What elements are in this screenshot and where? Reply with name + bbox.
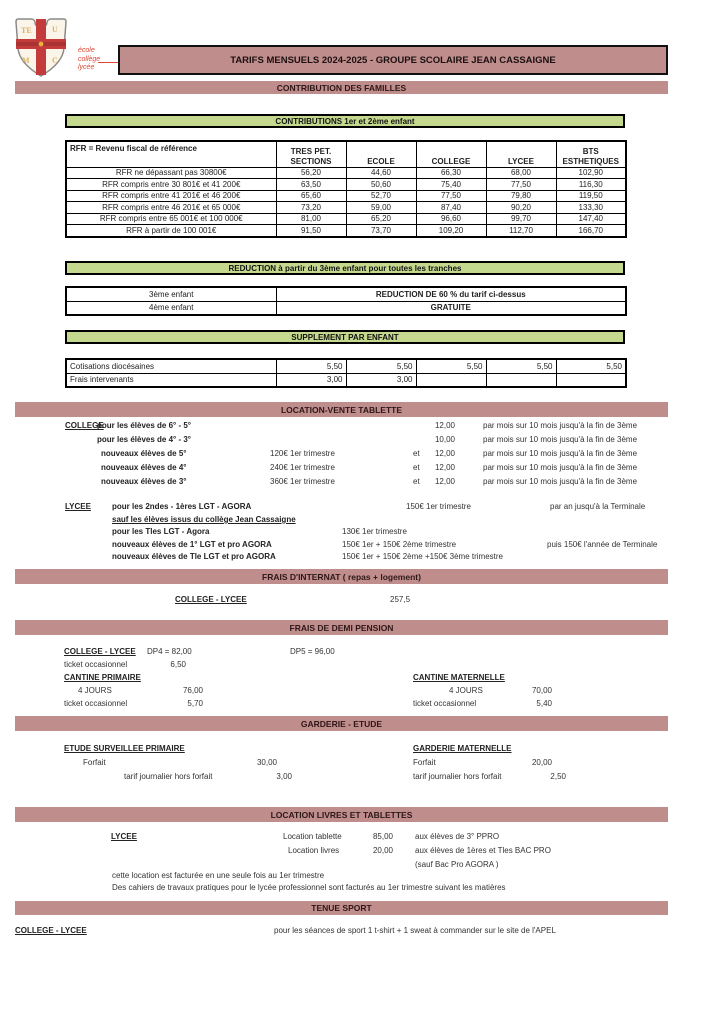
logo-word-ecole: école	[78, 47, 95, 54]
cell: 147,40	[556, 213, 626, 225]
cell: 3,00	[276, 373, 346, 387]
svg-text:M: M	[22, 56, 30, 65]
supplement-banner: SUPPLEMENT PAR ENFANT	[65, 330, 625, 344]
table-row	[66, 359, 626, 373]
tenue-note: pour les séances de sport 1 t-shirt + 1 sweat à commander sur le site de l'APEL	[274, 926, 556, 935]
cell: 5,50	[486, 359, 556, 373]
cell: 50,60	[346, 179, 416, 191]
internat-banner: FRAIS D'INTERNAT ( repas + logement)	[15, 569, 668, 584]
row-value: GRATUITE	[276, 301, 626, 315]
tablette-row-monthly: 12,00	[434, 463, 455, 472]
row-label: RFR compris entre 30 801€ et 41 200€	[66, 179, 276, 191]
logo-word-college: collège	[78, 55, 101, 63]
cantine-maternelle-title: CANTINE MATERNELLE	[413, 673, 505, 682]
college-section-label: COLLEGE	[65, 421, 104, 430]
logo-underline-rule	[98, 62, 120, 63]
cell: 102,90	[556, 167, 626, 179]
table-row	[66, 202, 626, 214]
tablette-banner: LOCATION-VENTE TABLETTE	[15, 402, 668, 417]
cell: 79,80	[486, 190, 556, 202]
garderie-maternelle-title: GARDERIE MATERNELLE	[413, 744, 512, 753]
cell: 99,70	[486, 213, 556, 225]
tablette-row-monthly: 10,00	[434, 435, 455, 444]
cell: 65,20	[346, 213, 416, 225]
cell: 63,50	[276, 179, 346, 191]
tablette-row-desc: nouveaux élèves de 5°	[101, 449, 187, 458]
tablette-row-trimestre: 240€ 1er trimestre	[270, 463, 335, 472]
row-label: RFR ne dépassant pas 30800€	[66, 167, 276, 179]
demi-pension-banner: FRAIS DE DEMI PENSION	[15, 620, 668, 635]
svg-text:U: U	[52, 25, 58, 34]
lycee-row-desc: nouveaux élèves de 1° LGT et pro AGORA	[112, 540, 272, 549]
table-row	[66, 213, 626, 225]
dp4-value: DP4 = 82,00	[147, 647, 192, 656]
lycee-row-note: par an jusqu'à la Terminale	[550, 502, 646, 511]
livres-footnote: cette location est facturée en une seule fois au 1er trimestre	[112, 871, 325, 880]
contributions-banner: CONTRIBUTIONS 1er et 2ème enfant	[65, 114, 625, 128]
ticket-value: 6,50	[170, 660, 186, 669]
row-label: RFR à partir de 100 001€	[66, 225, 276, 237]
cell: 77,50	[486, 179, 556, 191]
ticket-label: ticket occasionnel	[413, 699, 477, 708]
row-label: 4ème enfant	[66, 301, 276, 315]
row-label: RFR compris entre 41 201€ et 46 200€	[66, 190, 276, 202]
document-title: TARIFS MENSUELS 2024-2025 - GROUPE SCOLAIRE JEAN CASSAIGNE	[118, 45, 668, 75]
jours-value: 76,00	[182, 686, 203, 695]
cell	[556, 373, 626, 387]
forfait-label: Forfait	[413, 758, 436, 767]
cell: 52,70	[346, 190, 416, 202]
svg-text:C: C	[52, 56, 58, 65]
cell: 73,70	[346, 225, 416, 237]
livres-lycee-label: LYCEE	[111, 832, 137, 841]
lycee-section-label: LYCEE	[65, 502, 91, 511]
table-row	[66, 301, 626, 315]
row-label: 3ème enfant	[66, 287, 276, 301]
cell: 5,50	[556, 359, 626, 373]
etude-title: ETUDE SURVEILLEE PRIMAIRE	[64, 744, 185, 753]
lycee-row-desc: pour les 2ndes - 1ères LGT - AGORA	[112, 502, 252, 511]
cell: 56,20	[276, 167, 346, 179]
supplement-table	[65, 358, 627, 388]
livres-row-value: 20,00	[372, 846, 393, 855]
cantine-primaire-title: CANTINE PRIMAIRE	[64, 673, 141, 682]
tablette-row-desc: nouveaux élèves de 3°	[101, 477, 187, 486]
tablette-row-note: par mois sur 10 mois jusqu'à la fin de 3ème	[483, 463, 638, 472]
svg-text:TE: TE	[21, 26, 32, 35]
col-header-bts: BTS ESTHETIQUES	[556, 141, 626, 167]
demi-college-label: COLLEGE - LYCEE	[64, 647, 136, 656]
row-label: RFR compris entre 46 201€ et 65 000€	[66, 202, 276, 214]
tenue-label: COLLEGE - LYCEE	[15, 926, 87, 935]
livres-row-note: aux élèves de 3° PPRO	[415, 832, 500, 841]
reduction-banner: REDUCTION à partir du 3ème enfant pour toutes les tranches	[65, 261, 625, 275]
tablette-row-note: par mois sur 10 mois jusqu'à la fin de 3ème	[483, 421, 638, 430]
livres-footnote: Des cahiers de travaux pratiques pour le lycée professionnel sont facturés au 1er trimestre suivant les matières	[112, 883, 506, 892]
tablette-row-et: et	[413, 477, 420, 486]
row-label: RFR compris entre 65 001€ et 100 000€	[66, 213, 276, 225]
tablette-row-monthly: 12,00	[434, 477, 455, 486]
logo-word-lycee: lycée	[78, 64, 95, 71]
tablette-row-monthly: 12,00	[434, 421, 455, 430]
cell: 3,00	[346, 373, 416, 387]
tablette-row-note: par mois sur 10 mois jusqu'à la fin de 3ème	[483, 477, 638, 486]
cell: 73,20	[276, 202, 346, 214]
cell: 77,50	[416, 190, 486, 202]
cell: 66,30	[416, 167, 486, 179]
cell: 44,60	[346, 167, 416, 179]
table-row	[66, 179, 626, 191]
garderie-banner: GARDERIE - ETUDE	[15, 716, 668, 731]
row-value: REDUCTION DE 60 % du tarif ci-dessus	[276, 287, 626, 301]
cell: 5,50	[416, 359, 486, 373]
cell: 5,50	[276, 359, 346, 373]
forfait-value: 20,00	[531, 758, 552, 767]
tarif-value: 3,00	[276, 772, 292, 781]
lycee-row-price: 130€ 1er trimestre	[342, 527, 407, 536]
tarif-value: 2,50	[550, 772, 566, 781]
tablette-row-desc: pour les élèves de 4° - 3°	[97, 435, 191, 444]
cell	[416, 373, 486, 387]
tablette-row-monthly: 12,00	[434, 449, 455, 458]
tablette-row-note: par mois sur 10 mois jusqu'à la fin de 3ème	[483, 435, 638, 444]
tablette-row-trimestre: 120€ 1er trimestre	[270, 449, 335, 458]
internat-label: COLLEGE - LYCEE	[175, 595, 247, 604]
cell: 65,60	[276, 190, 346, 202]
ticket-label: ticket occasionnel	[64, 660, 128, 669]
jours-label: 4 JOURS	[449, 686, 483, 695]
livres-row-label: Location tablette	[283, 832, 342, 841]
cell: 68,00	[486, 167, 556, 179]
lycee-row-desc: nouveaux élèves de Tle LGT et pro AGORA	[112, 552, 276, 561]
cell	[486, 373, 556, 387]
jours-value: 70,00	[531, 686, 552, 695]
ticket-value: 5,70	[187, 699, 203, 708]
crest-shield-icon	[14, 17, 68, 77]
lycee-row-price: 150€ 1er + 150€ 2ème +150€ 3ème trimestre	[342, 552, 503, 561]
cell: 91,50	[276, 225, 346, 237]
tablette-row-desc: pour les élèves de 6° - 5°	[97, 421, 191, 430]
table-header-row	[66, 141, 626, 167]
livres-row-note: aux élèves de 1ères et Tles BAC PRO	[415, 846, 551, 855]
cell: 87,40	[416, 202, 486, 214]
tarif-label: tarif journalier hors forfait	[413, 772, 502, 781]
col-header-lycee: LYCEE	[486, 141, 556, 167]
table-row	[66, 190, 626, 202]
tablette-row-note: par mois sur 10 mois jusqu'à la fin de 3ème	[483, 449, 638, 458]
row-label: Frais intervenants	[66, 373, 276, 387]
logo-wordmark	[78, 47, 100, 73]
col-header-college: COLLEGE	[416, 141, 486, 167]
livres-row-value: 85,00	[372, 832, 393, 841]
lycee-row-price: 150€ 1er trimestre	[406, 502, 471, 511]
lycee-row-note: puis 150€ l'année de Terminale	[547, 540, 658, 549]
cell: 75,40	[416, 179, 486, 191]
cell: 81,00	[276, 213, 346, 225]
tablette-row-desc: nouveaux élèves de 4°	[101, 463, 187, 472]
cell: 119,50	[556, 190, 626, 202]
table-row	[66, 167, 626, 179]
tenue-banner: TENUE SPORT	[15, 901, 668, 915]
table-row	[66, 287, 626, 301]
row-label: Cotisations diocésaines	[66, 359, 276, 373]
tablette-row-trimestre: 360€ 1er trimestre	[270, 477, 335, 486]
livres-banner: LOCATION LIVRES ET TABLETTES	[15, 807, 668, 822]
col-header-ecole: ECOLE	[346, 141, 416, 167]
cell: 96,60	[416, 213, 486, 225]
cell: 166,70	[556, 225, 626, 237]
ticket-value: 5,40	[536, 699, 552, 708]
subtitle-banner: CONTRIBUTION DES FAMILLES	[15, 81, 668, 94]
cell: 109,20	[416, 225, 486, 237]
jours-label: 4 JOURS	[78, 686, 112, 695]
school-crest-logo	[14, 17, 68, 82]
table-row	[66, 373, 626, 387]
cell: 59,00	[346, 202, 416, 214]
forfait-value: 30,00	[256, 758, 277, 767]
cell: 133,30	[556, 202, 626, 214]
lycee-row-price: 150€ 1er + 150€ 2ème trimestre	[342, 540, 457, 549]
cell: 90,20	[486, 202, 556, 214]
tablette-row-et: et	[413, 449, 420, 458]
lycee-row-desc: sauf les élèves issus du collège Jean Cassaigne	[112, 515, 296, 524]
rfr-header: RFR = Revenu fiscal de référence	[66, 141, 276, 167]
livres-row-note: (sauf Bac Pro AGORA )	[415, 860, 499, 869]
cell: 112,70	[486, 225, 556, 237]
internat-value: 257,5	[390, 595, 411, 604]
dp5-value: DP5 = 96,00	[290, 647, 335, 656]
cell: 5,50	[346, 359, 416, 373]
forfait-label: Forfait	[83, 758, 106, 767]
cell: 116,30	[556, 179, 626, 191]
col-header-tres-pet-sections: TRES PET. SECTIONS	[276, 141, 346, 167]
tarif-label: tarif journalier hors forfait	[124, 772, 213, 781]
ticket-label: ticket occasionnel	[64, 699, 128, 708]
contributions-table	[65, 140, 627, 238]
tablette-row-et: et	[413, 463, 420, 472]
lycee-row-desc: pour les Tles LGT - Agora	[112, 527, 210, 536]
table-row	[66, 225, 626, 237]
livres-row-label: Location livres	[288, 846, 340, 855]
reduction-table	[65, 286, 627, 316]
